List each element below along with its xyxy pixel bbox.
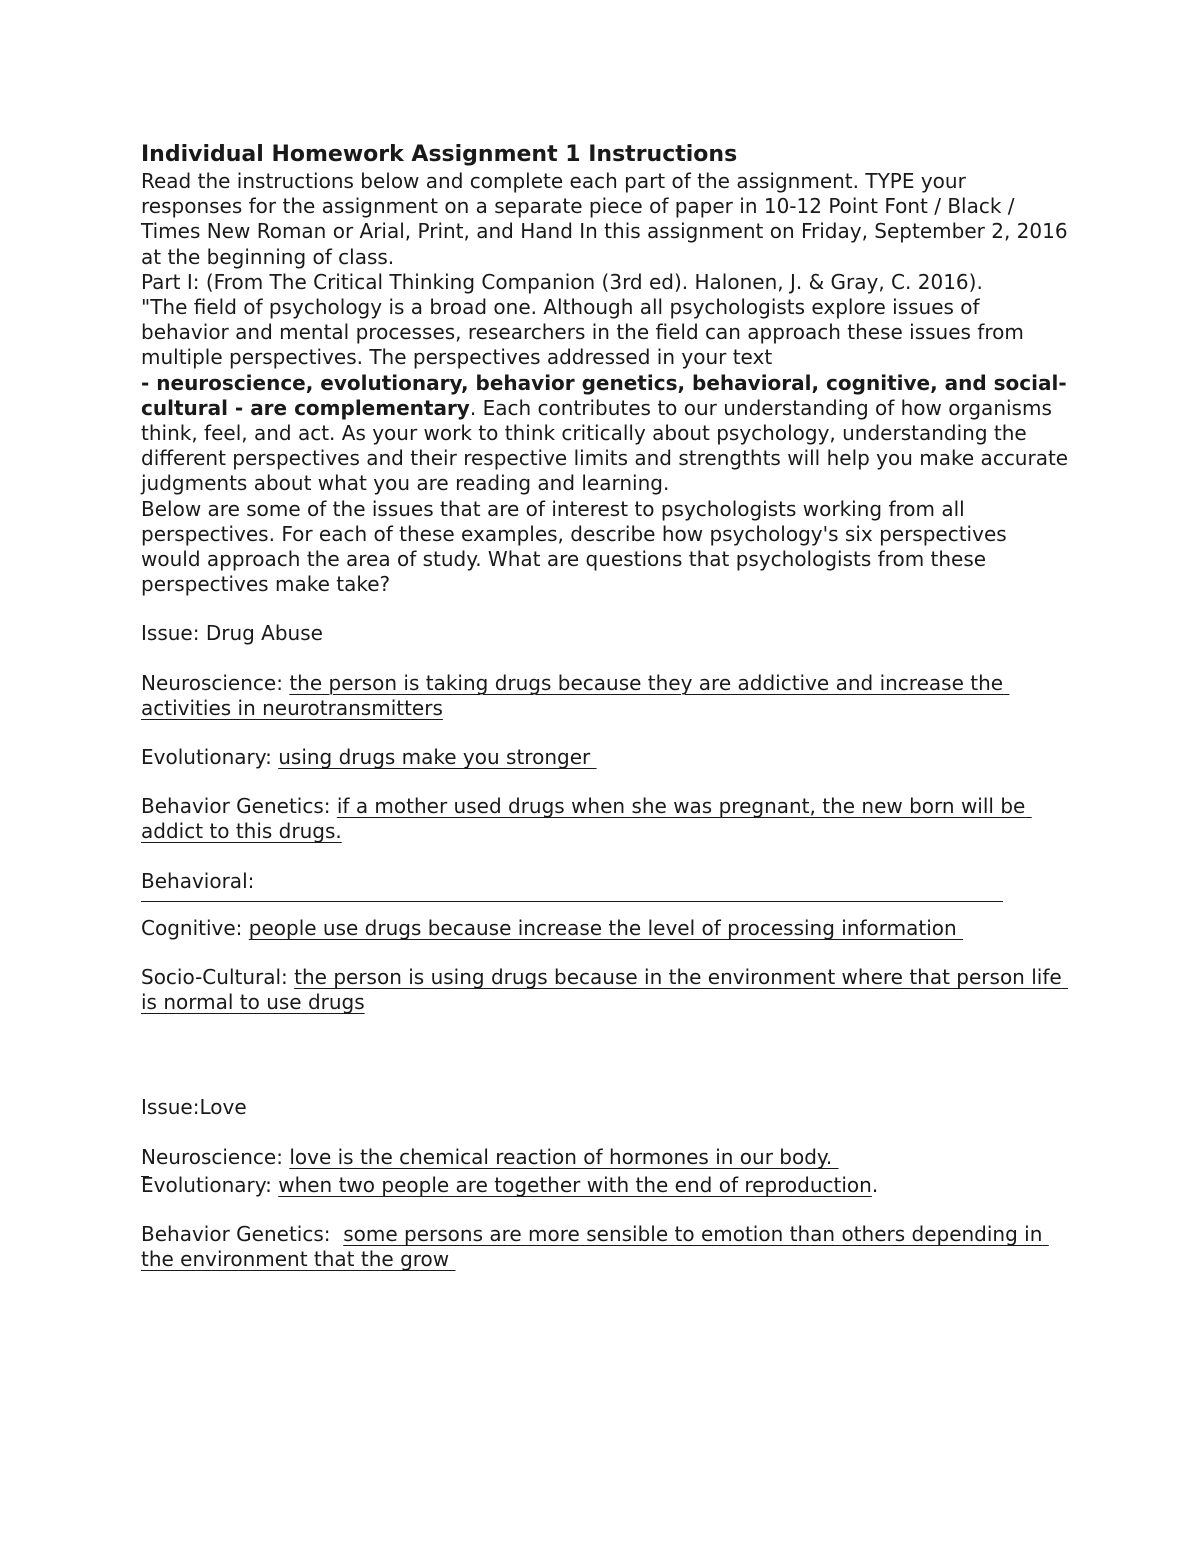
answer-text: people use drugs because increase the level of processing information (248, 915, 964, 940)
document-title: Individual Homework Assignment 1 Instructions (141, 142, 738, 167)
answer-label: Socio-Cultural: (141, 965, 295, 990)
blank-answer-line (141, 894, 1003, 902)
answer-tail: . (871, 1172, 879, 1197)
answer-text: the person is taking drugs because they are addictive and increase the activities in neurotransmitters (141, 670, 1010, 720)
love-neuroscience-answer (141, 1145, 1071, 1170)
answer-text: love is the chemical reaction of hormones in our body. (289, 1144, 839, 1169)
answer-label: Evolutionary: (141, 745, 279, 770)
part-one-citation: Part I: (From The Critical Thinking Companion (3rd ed). Halonen, J. & Gray, C. 2016). (141, 269, 983, 294)
answer-label: Behavioral: (141, 868, 255, 893)
drug-evolutionary-answer (141, 745, 1071, 770)
answer-label: Neuroscience: (141, 1144, 290, 1169)
document-page (141, 141, 1071, 1273)
love-genetics-answer (141, 1222, 1071, 1272)
answer-label: Behavior Genetics: (141, 794, 337, 819)
quote-paragraph (141, 295, 1071, 497)
quote-start: "The field of psychology is a broad one. Although all psychologists explore issues of behavior and mental processes, researchers in the field can approach these issues from multiple perspectives. The perspectives addressed in your text (141, 295, 1024, 370)
answer-text: using drugs make you stronger (278, 745, 597, 770)
issue-love-heading: Issue:Love (141, 1095, 247, 1120)
answer-text: if a mother used drugs when she was pregnant, the new born will be addict to this drugs. (141, 794, 1032, 844)
drug-neuroscience-answer (141, 671, 1071, 721)
answer-text: when two people are together with the end of reproduction (278, 1172, 872, 1197)
answer-label: Cognitive: (141, 915, 249, 940)
perspectives-list: - neuroscience, evolutionary, behavior genetics, behavioral, cognitive, and social-cultural - are complementary (141, 370, 1067, 420)
drug-behavioral-answer (141, 869, 1071, 902)
answer-text: some persons are more sensible to emotion than others depending in the environment that the grow (141, 1222, 1049, 1272)
quote-end: . Each contributes to our understanding of how organisms think, feel, and act. As your work to think critically about psychology, understanding the different perspectives and their respective limits and strengthts will help you make accurate judgments about what you are reading and learning. (141, 395, 1069, 496)
drug-cognitive-answer (141, 916, 1071, 941)
answer-label: Evolutionary: (141, 1172, 279, 1197)
drug-socio-cultural-answer (141, 965, 1071, 1015)
answer-label: Behavior Genetics: (141, 1222, 344, 1247)
drug-genetics-answer (141, 794, 1071, 844)
intro-paragraph: Read the instructions below and complete each part of the assignment. TYPE your responses for the assignment on a separate piece of paper in 10-12 Point Font / Black / Times New Roman or Arial, Print, and Hand In this assignment on Friday, September 2, 2016 at the beginning of class. (141, 169, 1068, 269)
answer-label: Neuroscience: (141, 670, 290, 695)
instructions-paragraph: Below are some of the issues that are of interest to psychologists working from all perspectives. For each of these examples, describe how psychology's six perspectives would approach the area of study. What are questions that psychologists from these perspectives make take? (141, 496, 1007, 597)
issue-drug-abuse-heading: Issue: Drug Abuse (141, 621, 323, 646)
answer-text: the person is using drugs because in the environment where that person life is normal to use drugs (141, 965, 1069, 1015)
love-evolutionary-answer (141, 1173, 1071, 1198)
